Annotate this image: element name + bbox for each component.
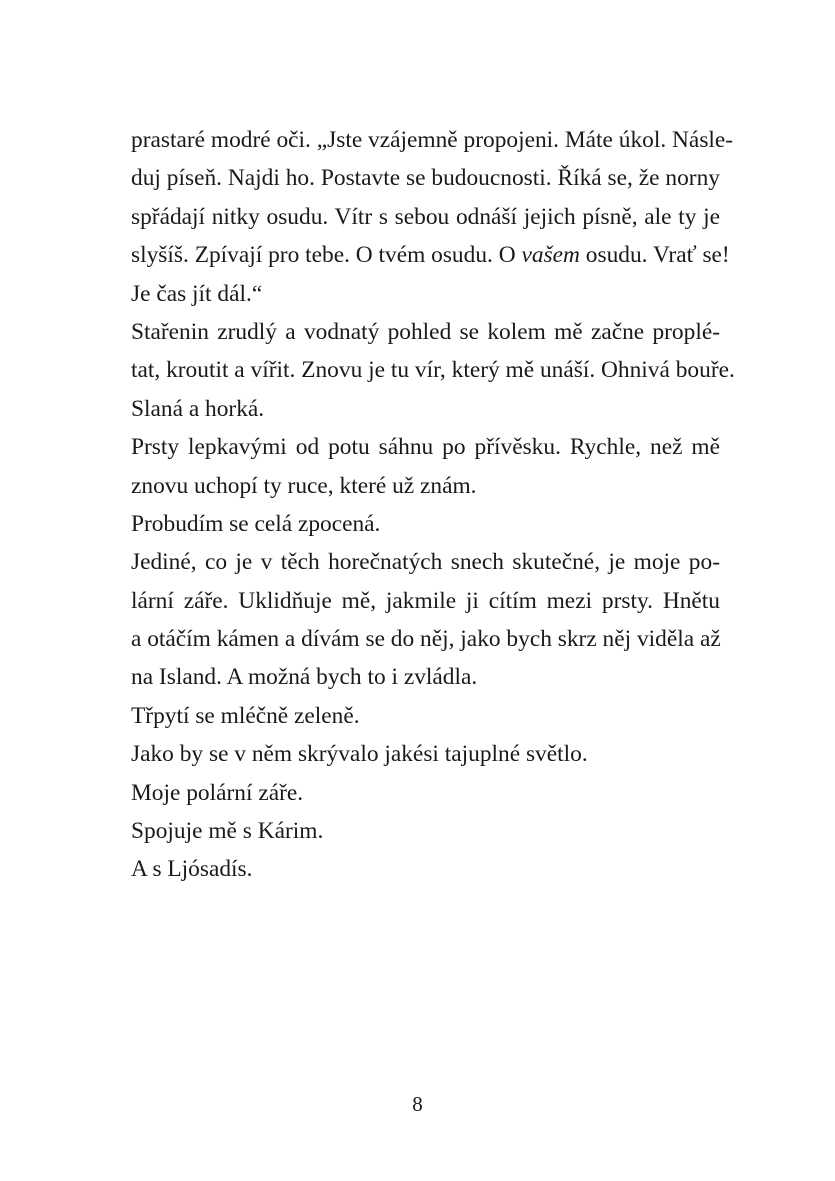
text-line: A s Ljósadís. [131,856,253,883]
text-line: prastaré modré oči. „Jste vzájemně propojeni. Máte úkol. Násle- [131,127,734,153]
text-line: znovu uchopí ty ruce, které už znám. [131,472,477,499]
paragraph [131,735,720,773]
text-line [131,236,730,274]
body-text [131,121,735,889]
paragraph [131,543,720,697]
text-line: spřádají nitky osudu. Vítr s sebou odnáší jejich písně, ale ty je [131,203,720,230]
paragraph [131,774,720,812]
paragraph [131,121,734,313]
text-line: a otáčím kámen a dívám se do něj, jako bych skrz něj viděla až [131,626,721,653]
text-run: slyšíš. Zpívají pro tebe. O tvém osudu. O [131,242,522,269]
text-line: tat, kroutit a vířit. Znovu je tu vír, který mě unáší. Ohnivá bouře. [131,357,735,384]
text-line: duj píseň. Najdi ho. Postavte se budoucnosti. Říká se, že norny [131,165,720,192]
paragraph [131,850,720,888]
paragraph [131,505,720,543]
text-line: Prsty lepkavými od potu sáhnu po přívěsku. Rychle, než mě [131,434,720,461]
text-line: Je čas jít dál.“ [131,280,263,307]
text-line: Probudím se celá zpocená. [131,510,381,537]
text-run: osudu. Vrať se! [579,242,730,269]
text-line: Slaná a horká. [131,395,265,422]
text-line: Moje polární záře. [131,779,304,806]
emphasized-word: vašem [521,242,580,269]
paragraph [131,428,720,505]
text-line: lární záře. Uklidňuje mě, jakmile ji cítím mezi prsty. Hnětu [131,587,720,614]
text-line: Stařenin zrudlý a vodnatý pohled se kolem mě začne proplé- [131,318,720,345]
paragraph [131,697,720,735]
paragraph [131,812,720,850]
text-line: Jako by se v něm skrývalo jakési tajuplné světlo. [131,741,588,768]
text-line: Spojuje mě s Kárim. [131,818,324,845]
text-line: Jediné, co je v těch horečnatých snech skutečné, je moje po- [131,549,720,576]
paragraph [131,313,735,428]
text-line: Třpytí se mléčně zeleně. [131,702,360,729]
text-line: na Island. A možná bych to i zvládla. [131,664,478,691]
page-number: 8 [412,1092,423,1116]
